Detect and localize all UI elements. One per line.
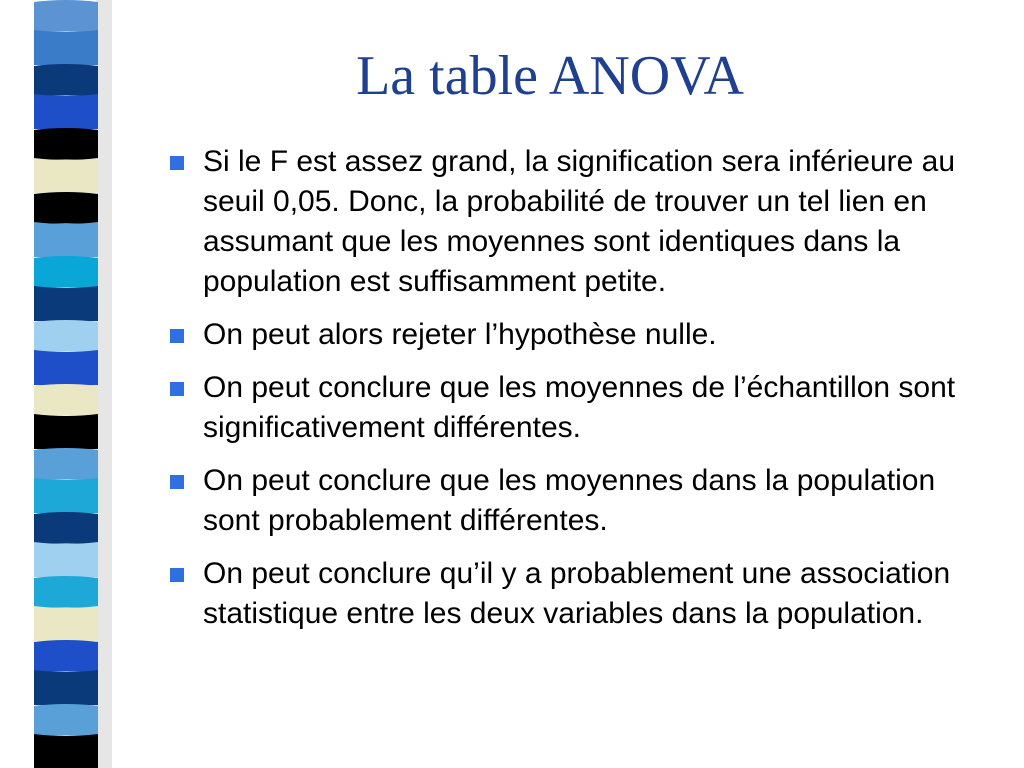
strip-band xyxy=(34,256,98,289)
strip-band xyxy=(34,414,98,450)
bullet-text: Si le F est assez grand, la signification sera inférieure au seuil 0,05. Donc, la probabilité de trouver un tel lien en assumant que les moyennes sont identiques dans la population est suffisamment petite. xyxy=(203,145,956,298)
bullet-text: On peut alors rejeter l’hypothèse nulle. xyxy=(203,318,717,351)
strip-band xyxy=(34,158,98,194)
bullet-text: On peut conclure que les moyennes de l’échantillon sont significativement différentes. xyxy=(203,371,956,444)
bullet-item xyxy=(170,368,970,448)
strip-band xyxy=(34,670,98,706)
strip-band xyxy=(34,222,98,258)
strip-band xyxy=(34,64,98,97)
strip-band xyxy=(34,606,98,642)
square-bullet-icon xyxy=(170,382,184,396)
bullet-item xyxy=(170,461,970,541)
strip-band xyxy=(34,350,98,386)
strip-band xyxy=(34,30,98,66)
strip-band xyxy=(34,512,98,545)
strip-band xyxy=(34,128,98,161)
square-bullet-icon xyxy=(170,329,184,343)
strip-band xyxy=(34,448,98,481)
bullet-item xyxy=(170,142,970,302)
color-strip-graphic xyxy=(34,0,98,768)
strip-band xyxy=(34,640,98,673)
slide-title: La table ANOVA xyxy=(356,45,744,107)
strip-band xyxy=(34,542,98,578)
decorative-color-strip xyxy=(34,0,98,768)
bullet-list xyxy=(170,142,970,647)
strip-band xyxy=(34,320,98,353)
strip-band xyxy=(34,384,98,417)
strip-band xyxy=(34,478,98,514)
strip-band xyxy=(34,94,98,130)
bullet-text: On peut conclure que les moyennes dans la population sont probablement différentes. xyxy=(203,464,936,537)
strip-band xyxy=(34,734,98,768)
square-bullet-icon xyxy=(170,568,184,582)
decorative-strip-shadow xyxy=(96,0,112,768)
bullet-item xyxy=(170,315,970,355)
bullet-text: On peut conclure qu’il y a probablement une association statistique entre les deux variables dans la population. xyxy=(203,557,951,630)
bullet-item xyxy=(170,554,970,634)
strip-band xyxy=(34,0,98,33)
strip-band xyxy=(34,576,98,609)
strip-band xyxy=(34,192,98,225)
strip-band xyxy=(34,286,98,322)
square-bullet-icon xyxy=(170,475,184,489)
strip-band xyxy=(34,704,98,737)
square-bullet-icon xyxy=(170,156,184,170)
